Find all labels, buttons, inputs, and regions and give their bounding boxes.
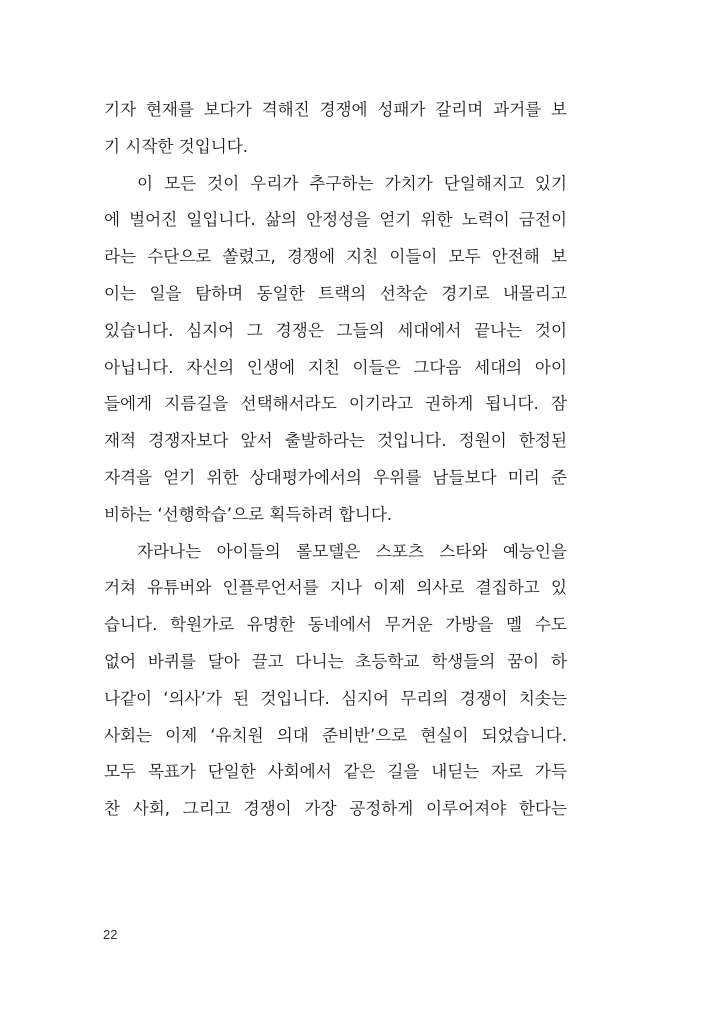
text-line: 이는 일을 탐하며 동일한 트랙의 선착순 경기로 내몰리고 [104, 283, 567, 303]
text-line: 사회는 이제 ‘유치원 의대 준비반’으로 현실이 되었습니다. [104, 725, 567, 745]
text-line: 거쳐 유튜버와 인플루언서를 지나 이제 의사로 결집하고 있 [104, 578, 567, 598]
text-line: 재적 경쟁자보다 앞서 출발하라는 것입니다. 정원이 한정된 [104, 431, 567, 451]
text-line: 자격을 얻기 위한 상대평가에서의 우위를 남들보다 미리 준 [104, 467, 567, 487]
text-line: 비하는 ‘선행학습’으로 획득하려 합니다. [104, 504, 393, 524]
page-body-text [104, 92, 567, 828]
text-line: 습니다. 학원가로 유명한 동네에서 무거운 가방을 멜 수도 [104, 615, 567, 635]
text-line: 들에게 지름길을 선택해서라도 이기라고 권하게 됩니다. 잠 [104, 394, 567, 414]
text-line: 모두 목표가 단일한 사회에서 같은 길을 내딛는 자로 가득 [104, 762, 567, 782]
text-line: 이 모든 것이 우리가 추구하는 가치가 단일해지고 있기 [137, 173, 567, 193]
text-line: 에 벌어진 일입니다. 삶의 안정성을 얻기 위한 노력이 금전이 [104, 210, 567, 230]
text-line: 라는 수단으로 쏠렸고, 경쟁에 지친 이들이 모두 안전해 보 [104, 247, 567, 267]
text-line: 없어 바퀴를 달아 끌고 다니는 초등학교 학생들의 꿈이 하 [104, 651, 567, 671]
text-line: 자라나는 아이들의 롤모델은 스포츠 스타와 예능인을 [137, 541, 567, 561]
text-line: 있습니다. 심지어 그 경쟁은 그들의 세대에서 끝나는 것이 [104, 320, 567, 340]
text-line: 찬 사회, 그리고 경쟁이 가장 공정하게 이루어져야 한다는 [104, 799, 567, 819]
page-number: 22 [103, 927, 118, 942]
text-line: 나같이 ‘의사’가 된 것입니다. 심지어 무리의 경쟁이 치솟는 [104, 688, 567, 708]
text-line: 기자 현재를 보다가 격해진 경쟁에 성패가 갈리며 과거를 보 [104, 100, 567, 119]
text-line: 기 시작한 것입니다. [104, 136, 249, 156]
text-line: 아닙니다. 자신의 인생에 지친 이들은 그다음 세대의 아이 [104, 357, 567, 377]
